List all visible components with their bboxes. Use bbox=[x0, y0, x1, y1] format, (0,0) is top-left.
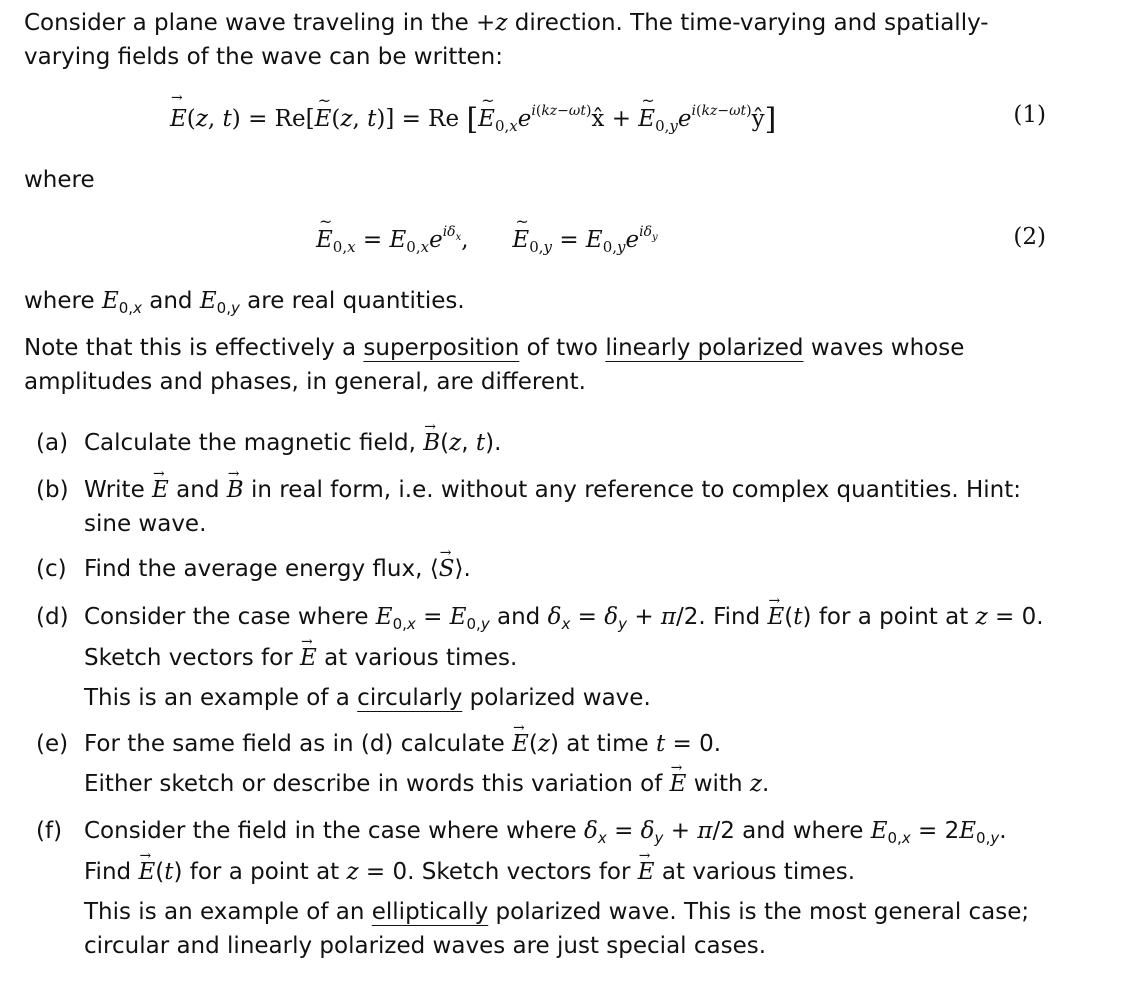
circularly-term: circularly bbox=[357, 685, 463, 711]
part-label: (c) bbox=[36, 556, 67, 582]
intro-paragraph bbox=[24, 6, 1048, 74]
equation-2-number: (2) bbox=[1013, 224, 1046, 250]
part-label: (e) bbox=[36, 731, 69, 757]
equation-1-number: (1) bbox=[1013, 102, 1046, 128]
intro-direction-math: +z bbox=[476, 10, 508, 36]
superposition-term: superposition bbox=[363, 335, 520, 361]
where-label: where bbox=[24, 167, 95, 193]
intro-text-2: direction. The time-varying and spatially-varying fields of the wave can be written: bbox=[24, 10, 989, 70]
linearly-polarized-term: linearly polarized bbox=[605, 335, 804, 361]
equation-2-body: ~ $E_{0,x} = E_{0,x}e^{i\delta_x}$, ~ $E_{0,y} = E_{0,y}e^{i\delta_y}$ bbox=[316, 224, 658, 256]
intro-text-1: Consider a plane wave traveling in the bbox=[24, 10, 469, 36]
equation-1 bbox=[0, 96, 1124, 140]
elliptically-term: elliptically bbox=[371, 899, 489, 925]
where-real-paragraph: where $E_{0,x}$ and $E_{0,y}$ are real quantities. bbox=[24, 288, 465, 317]
part-label: (b) bbox=[36, 477, 69, 503]
part-label: (d) bbox=[36, 604, 69, 630]
part-label: (f) bbox=[36, 818, 63, 844]
equation-2 bbox=[0, 218, 1124, 262]
document-page: Consider a plane wave traveling in the +z direction. The time-varying and spatially-varying fields of the wave can be written: → E(z, t) = Re[~ E(z, t)] = Re [~ $E_{0,x}e^{i(kz-\omega t)}x̂$ + ~ $E_{0,y}e^{i(kz-\omega t)}ŷ$] (1) where ~ $E_{0,x} = E_{0,x}e^{i\delta_x}$, ~ $E_{0,y} = E_{0,y}e^{i\delta_y}$ (2) where $E_{0,x}$ and $E_{0,y}$ are real quantities. Note that this is effectively a superposition of two linearly polarized waves whose amplitudes and phases, in general, are different. (a) Calculate the magnetic field, → B(z, t). (b) Write → E and → B in real form, i.e. without any reference to complex quantities. Hint: sine wave. (c) Find the average energy flux, ⟨→ S⟩. (d) Consider the case where $E_{0,x} = E_{0,y}$ and $\delta_x = \delta_y + \pi/2$. Find → E(t) for a point at z = 0. Sketch vectors for → E at various times. This is an example of a circularly polarized wave. (e) For the same field as in (d) calculate → E(z) at time t = 0. Either sketch or describe in words this variation of → E with z. (f) Consider the field in the case where where $\delta_x = \delta_y + \pi/2$ and where $E_{0,x} = 2E_{0,y}$. Find → E(t) for a point at z = 0. Sketch vectors for → E at various times. This is an example of an elliptically polarized wave. This is the most general case; circular and linearly polarized waves are just special cases. bbox=[0, 0, 1124, 990]
equation-1-body: → E(z, t) = Re[~ E(z, t)] = Re [~ $E_{0,x}e^{i(kz-\omega t)}x̂$ + ~ $E_{0,y}e^{i(kz-\omega t)}ŷ$] bbox=[170, 102, 776, 137]
note-paragraph: Note that this is effectively a superposition of two linearly polarized waves whose amplitudes and phases, in general, are different. bbox=[24, 335, 965, 395]
part-label: (a) bbox=[36, 430, 69, 456]
